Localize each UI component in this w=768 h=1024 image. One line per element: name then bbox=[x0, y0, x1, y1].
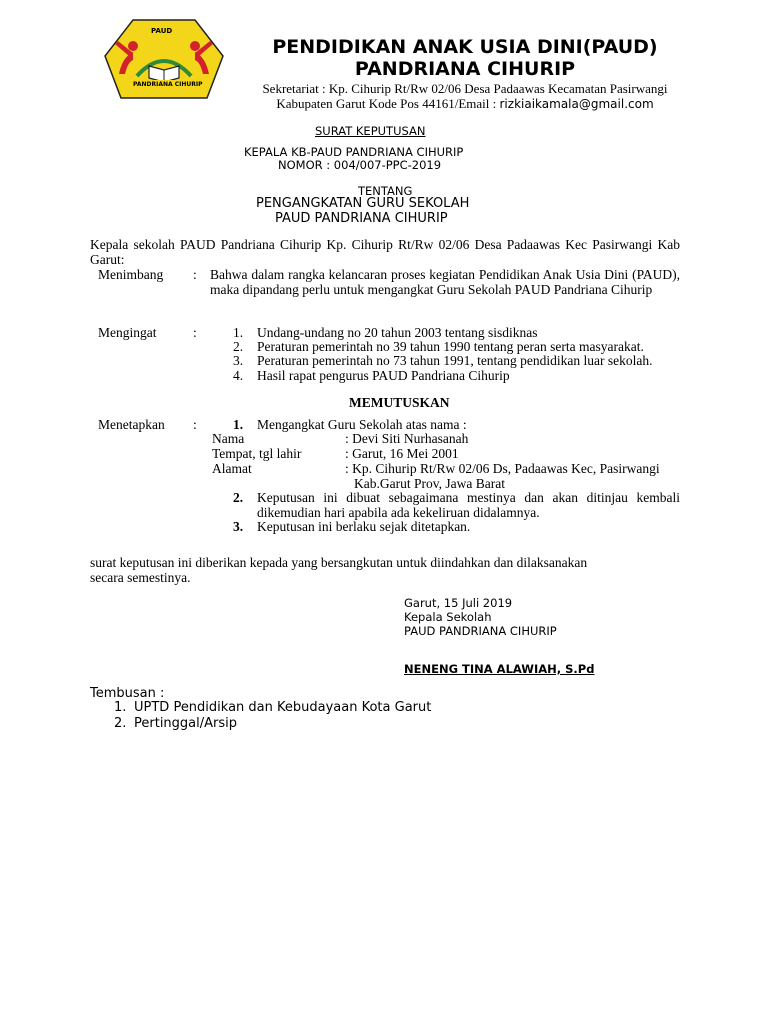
nama-label: Nama bbox=[212, 431, 245, 446]
tembusan-item-2: Pertinggal/Arsip bbox=[134, 716, 238, 731]
subject-line2: PAUD PANDRIANA CIHURIP bbox=[275, 211, 448, 226]
list-item-number: 1. bbox=[233, 417, 244, 432]
signature-place-date: Garut, 15 Juli 2019 bbox=[404, 596, 513, 610]
memutuskan-heading: MEMUTUSKAN bbox=[349, 395, 450, 410]
tembusan-item-1: UPTD Pendidikan dan Kebudayaan Kota Garut bbox=[134, 700, 432, 715]
issuer-line: KEPALA KB-PAUD PANDRIANA CIHURIP bbox=[244, 145, 464, 159]
intro-paragraph: Kepala sekolah PAUD Pandriana Cihurip Kp. Cihurip Rt/Rw 02/06 Desa Padaawas Kec Pasirwangi Kab Garut: bbox=[90, 237, 680, 267]
menimbang-colon: : bbox=[193, 267, 197, 282]
signatory-name: NENENG TINA ALAWIAH, S.Pd bbox=[404, 662, 595, 676]
document-number: NOMOR : 004/007-PPC-2019 bbox=[278, 158, 442, 172]
menimbang-text: Bahwa dalam rangka kelancaran proses kegiatan Pendidikan Anak Usia Dini (PAUD), maka dipandang perlu untuk mengangkat Guru Sekolah PAUD Pandriana Cihurip bbox=[210, 267, 680, 297]
mengingat-item-1: Undang-undang no 20 tahun 2003 tentang sisdiknas bbox=[257, 325, 538, 340]
ttl-value: : Garut, 16 Mei 2001 bbox=[345, 446, 459, 461]
school-name-line2: PANDRIANA CIHURIP bbox=[354, 58, 576, 80]
school-name-line1: PENDIDIKAN ANAK USIA DINI(PAUD) bbox=[272, 36, 658, 58]
mengingat-item-3: Peraturan pemerintah no 73 tahun 1991, tentang pendidikan luar sekolah. bbox=[257, 353, 653, 368]
menetapkan-item-1: Mengangkat Guru Sekolah atas nama : bbox=[257, 417, 467, 432]
logo-text-bottom: PANDRIANA CIHURIP bbox=[133, 81, 203, 88]
signature-position: Kepala Sekolah bbox=[404, 610, 492, 624]
address-line2-text: Kabupaten Garut Kode Pos 44161/Email : bbox=[276, 96, 500, 111]
menetapkan-label: Menetapkan bbox=[98, 417, 165, 432]
tembusan-label: Tembusan : bbox=[90, 686, 165, 701]
list-item-number: 2. bbox=[233, 339, 244, 354]
list-item-number: 3. bbox=[233, 353, 244, 368]
menetapkan-item-3: Keputusan ini berlaku sejak ditetapkan. bbox=[257, 519, 471, 534]
list-item-number: 2. bbox=[114, 716, 127, 731]
alamat-value-line1: : Kp. Cihurip Rt/Rw 02/06 Ds, Padaawas Kec, Pasirwangi bbox=[345, 461, 660, 476]
mengingat-colon: : bbox=[193, 325, 197, 340]
alamat-value-line2: Kab.Garut Prov, Jawa Barat bbox=[354, 476, 505, 491]
list-item-number: 1. bbox=[114, 700, 127, 715]
list-item-number: 2. bbox=[233, 490, 244, 505]
doc-title: SURAT KEPUTUSAN bbox=[315, 124, 426, 138]
closing-line1: surat keputusan ini diberikan kepada yang bersangkutan untuk diindahkan dan dilaksanakan bbox=[90, 555, 588, 570]
signature-institution: PAUD PANDRIANA CIHURIP bbox=[404, 624, 557, 638]
address-line1: Sekretariat : Kp. Cihurip Rt/Rw 02/06 Desa Padaawas Kecamatan Pasirwangi bbox=[262, 81, 668, 96]
logo-text-top: PAUD bbox=[151, 27, 173, 35]
mengingat-item-4: Hasil rapat pengurus PAUD Pandriana Cihurip bbox=[257, 368, 510, 383]
paud-logo bbox=[103, 18, 225, 100]
nama-value: : Devi Siti Nurhasanah bbox=[345, 431, 469, 446]
mengingat-label: Mengingat bbox=[98, 325, 157, 340]
list-item-number: 4. bbox=[233, 368, 244, 383]
menimbang-label: Menimbang bbox=[98, 267, 164, 282]
menetapkan-colon: : bbox=[193, 417, 197, 432]
list-item-number: 3. bbox=[233, 519, 244, 534]
menetapkan-item-2: Keputusan ini dibuat sebagaimana mestinya dan akan ditinjau kembali dikemudian hari apabila ada kekeliruan didalamnya. bbox=[257, 490, 680, 520]
subject-line1: PENGANGKATAN GURU SEKOLAH bbox=[256, 196, 470, 211]
tentang-label: TENTANG bbox=[358, 184, 413, 198]
address-line2 bbox=[225, 96, 705, 112]
ttl-label: Tempat, tgl lahir bbox=[212, 446, 302, 461]
alamat-label: Alamat bbox=[212, 461, 252, 476]
email-text: rizkiaikamala@gmail.com bbox=[499, 97, 654, 111]
mengingat-item-2: Peraturan pemerintah no 39 tahun 1990 tentang peran serta masyarakat. bbox=[257, 339, 644, 354]
closing-line2: secara semestinya. bbox=[90, 570, 191, 585]
list-item-number: 1. bbox=[233, 325, 244, 340]
